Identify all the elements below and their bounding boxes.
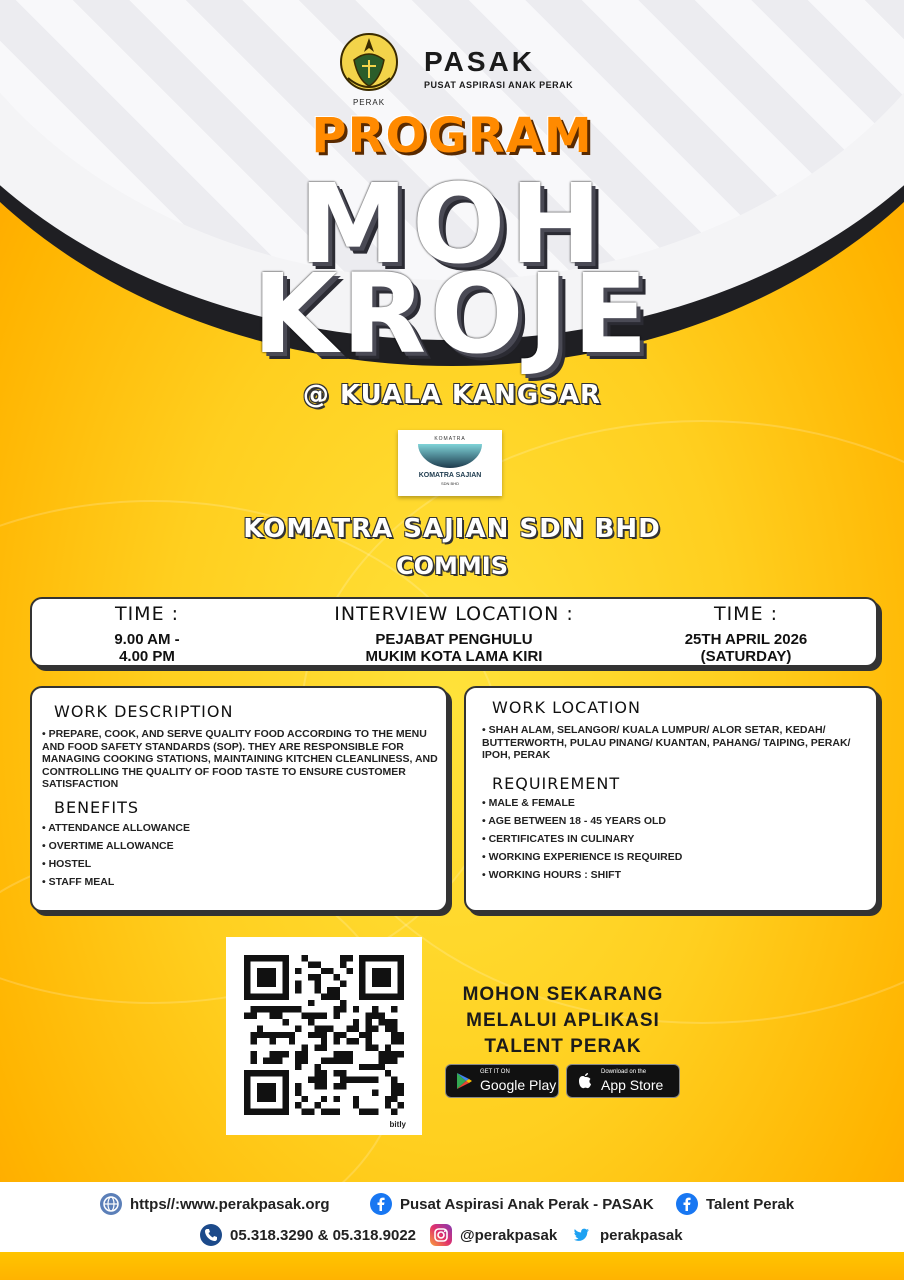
google-play-small: GET IT ON	[480, 1069, 510, 1075]
info-date	[646, 603, 846, 665]
instagram-icon	[430, 1224, 452, 1246]
qr-brand: bitly	[389, 1120, 406, 1129]
footer-instagram-text: @perakpasak	[460, 1226, 558, 1244]
requirement-item: • CERTIFICATES IN CULINARY	[482, 830, 682, 848]
work-description-panel	[30, 686, 448, 912]
company-logo-top: KOMATRA	[434, 436, 466, 442]
title-moh: MOH	[298, 160, 606, 288]
app-store-button[interactable]	[566, 1064, 680, 1098]
qr-code-icon	[244, 955, 404, 1115]
google-play-icon	[454, 1071, 474, 1091]
crest-label: PERAK	[352, 98, 386, 107]
app-store-small: Download on the	[601, 1069, 647, 1075]
apply-line-1: MOHON SEKARANG	[462, 984, 664, 1005]
google-play-button[interactable]	[445, 1064, 559, 1098]
twitter-icon	[570, 1224, 592, 1246]
company-logo	[398, 430, 502, 496]
requirement-list	[482, 794, 682, 884]
perak-crest-icon	[336, 26, 402, 104]
benefits-list	[42, 819, 190, 891]
company-logo-name: KOMATRA SAJIAN	[418, 472, 482, 479]
footer-facebook-pasak-text: Pusat Aspirasi Anak Perak - PASAK	[400, 1195, 654, 1213]
bowl-icon	[418, 444, 482, 468]
title-kroje: KROJE	[252, 250, 652, 378]
requirement-item: • WORKING HOURS : SHIFT	[482, 866, 682, 884]
info-time-label: TIME :	[114, 603, 180, 625]
benefits-heading: BENEFITS	[54, 798, 140, 817]
apply-line-3: TALENT PERAK	[484, 1036, 642, 1057]
requirement-item: • WORKING EXPERIENCE IS REQUIRED	[482, 848, 682, 866]
footer-facebook-talent[interactable]	[676, 1193, 794, 1215]
info-time-value-2: 4.00 PM	[119, 648, 175, 665]
info-location-value-1: PEJABAT PENGHULU	[375, 631, 533, 648]
info-date-value-2: (SATURDAY)	[700, 648, 792, 665]
globe-icon	[100, 1193, 122, 1215]
benefit-item: • ATTENDANCE ALLOWANCE	[42, 819, 190, 837]
pasak-tagline: PUSAT ASPIRASI ANAK PERAK	[424, 80, 574, 90]
footer-twitter[interactable]	[570, 1224, 683, 1246]
work-location-panel	[464, 686, 878, 912]
info-date-label: TIME :	[713, 603, 779, 625]
footer-facebook-pasak[interactable]	[370, 1193, 654, 1215]
footer-facebook-talent-text: Talent Perak	[706, 1195, 795, 1213]
footer-twitter-text: perakpasak	[600, 1226, 683, 1244]
info-location-value-2: MUKIM KOTA LAMA KIRI	[365, 648, 543, 665]
title-program: PROGRAM	[311, 108, 593, 164]
info-date-value-1: 25TH APRIL 2026	[684, 631, 808, 648]
footer-instagram[interactable]	[430, 1224, 557, 1246]
qr-code[interactable]	[226, 937, 422, 1135]
footer	[0, 1182, 904, 1252]
info-time-value-1: 9.00 AM -	[114, 631, 180, 648]
work-location-heading: WORK LOCATION	[492, 698, 641, 717]
google-play-label: Google Play	[480, 1077, 557, 1093]
apply-text	[432, 982, 694, 1060]
app-store-label: App Store	[601, 1077, 664, 1093]
benefit-item: • HOSTEL	[42, 855, 190, 873]
work-location-text: • SHAH ALAM, SELANGOR/ KUALA LUMPUR/ ALOR SETAR, KEDAH/ BUTTERWORTH, PULAU PINANG/ KUANTAN, PAHANG/ TAIPING, PERAK/ IPOH, PERAK	[482, 724, 851, 761]
footer-phone-text: 05.318.3290 & 05.318.9022	[230, 1226, 416, 1244]
info-location-label: INTERVIEW LOCATION :	[334, 603, 574, 625]
info-bar	[30, 597, 878, 667]
job-role: COMMIS	[396, 552, 508, 580]
facebook-icon	[370, 1193, 392, 1215]
requirement-item: • AGE BETWEEN 18 - 45 YEARS OLD	[482, 812, 682, 830]
title-location: @ KUALA KANGSAR	[302, 380, 602, 410]
work-description-text: • PREPARE, COOK, AND SERVE QUALITY FOOD ACCORDING TO THE MENU AND FOOD SAFETY STANDARDS (SOP). THEY ARE RESPONSIBLE FOR MANAGING COOKING STATIONS, MAINTAINING KITCHEN CLEANLINESS, AND CONTROLLING THE QUALITY OF FOOD TASTE TO ENSURE CUSTOMER SATISFACTION	[42, 728, 438, 790]
info-location	[294, 603, 614, 665]
benefit-item: • STAFF MEAL	[42, 873, 190, 891]
footer-website-text: https//:www.perakpasak.org	[130, 1195, 330, 1213]
apply-line-2: MELALUI APLIKASI	[466, 1010, 660, 1031]
pasak-logo-text: PASAK	[424, 46, 535, 77]
requirement-item: • MALE & FEMALE	[482, 794, 682, 812]
info-time	[72, 603, 222, 665]
company-name: KOMATRA SAJIAN SDN BHD	[243, 514, 661, 544]
footer-phone[interactable]	[200, 1224, 416, 1246]
footer-website[interactable]	[100, 1193, 330, 1215]
phone-icon	[200, 1224, 222, 1246]
company-logo-sub: SDN BHD	[440, 481, 459, 486]
facebook-icon	[676, 1193, 698, 1215]
benefit-item: • OVERTIME ALLOWANCE	[42, 837, 190, 855]
apple-icon	[575, 1071, 595, 1091]
requirement-heading: REQUIREMENT	[492, 774, 621, 793]
work-description-heading: WORK DESCRIPTION	[54, 702, 234, 721]
footer-strip	[0, 1252, 904, 1280]
header-logos	[0, 26, 904, 110]
